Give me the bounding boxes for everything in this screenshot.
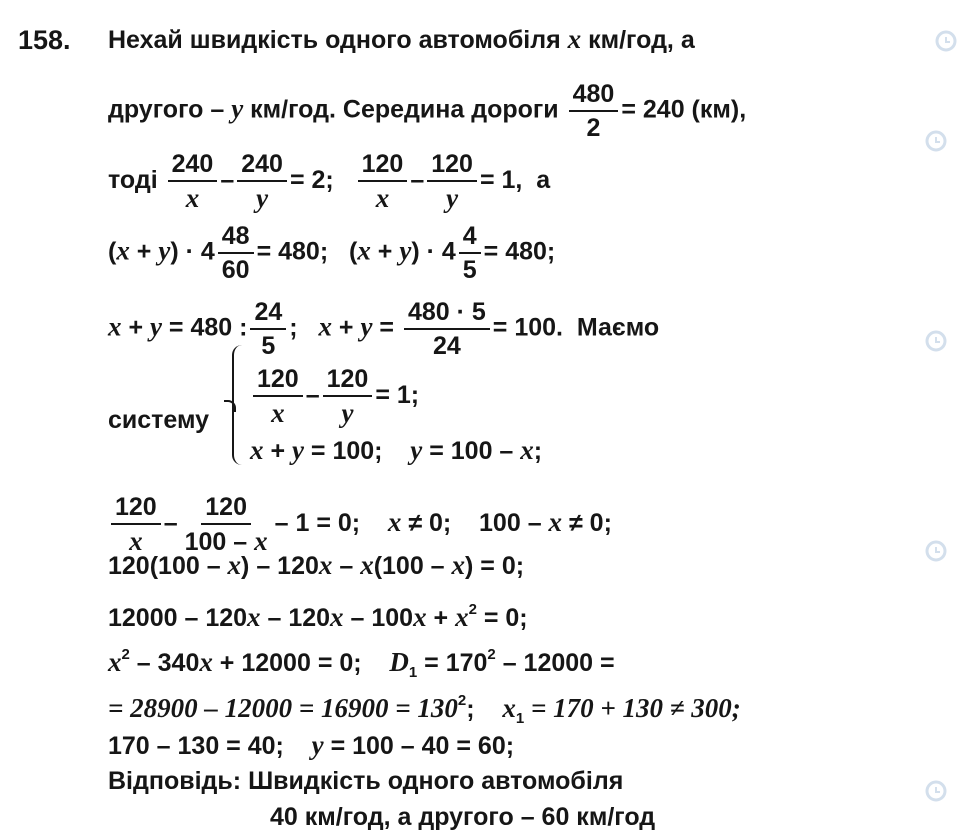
variable: y: [158, 235, 171, 266]
variable: = 28900 – 12000 = 16900 = 130: [108, 693, 458, 723]
variable: x: [185, 183, 200, 213]
text: = 240 (км),: [621, 95, 747, 124]
denominator: [459, 254, 481, 284]
watermark-logo-icon: [925, 330, 947, 352]
equation-line: [108, 595, 528, 633]
denominator: [252, 182, 272, 213]
variable: y: [360, 311, 373, 342]
text: +: [129, 237, 159, 266]
variable: y: [341, 398, 354, 428]
text: +: [263, 437, 292, 465]
variable: x: [360, 550, 374, 580]
variable: y: [256, 183, 269, 213]
exponent: 2: [457, 692, 467, 709]
text: = 480;: [483, 237, 556, 266]
text: 480: [572, 80, 615, 108]
answer-line: [108, 766, 623, 796]
watermark-logo-icon: [925, 780, 947, 802]
text: ) = 0;: [465, 552, 525, 580]
text: 2: [586, 114, 601, 142]
fraction: [250, 298, 286, 360]
denominator: [267, 397, 289, 428]
text: 40 км/год, а другого – 60 км/год: [270, 803, 656, 831]
text: = 480 :: [161, 313, 248, 342]
equation-line: [108, 24, 695, 55]
denominator: [429, 330, 465, 360]
variable: x: [413, 602, 427, 632]
fraction: [111, 493, 161, 556]
text: 24: [432, 332, 461, 360]
variable: y: [446, 183, 459, 213]
numerator: [358, 150, 408, 182]
text: = 100 – 40 = 60;: [323, 732, 515, 760]
text: –: [305, 381, 320, 410]
equation-line: [108, 730, 514, 761]
variable: y: [150, 311, 162, 342]
text: – 340: [129, 649, 200, 677]
text: систему: [108, 406, 210, 434]
numerator: [404, 298, 490, 330]
numerator: [168, 150, 218, 182]
text: км/год. Середина дороги: [243, 95, 566, 124]
fraction: [404, 298, 490, 360]
equation-line: [108, 150, 550, 213]
text: 120: [205, 493, 247, 521]
equation-line: [108, 493, 612, 556]
text: =: [372, 313, 401, 342]
variable: x: [318, 311, 332, 342]
denominator: [372, 182, 394, 213]
text: 240: [171, 150, 214, 178]
variable: x: [548, 507, 563, 538]
text: ≠ 0;: [562, 509, 612, 538]
exponent: 2: [487, 646, 496, 663]
text: 120: [431, 150, 473, 178]
text: 120: [326, 365, 369, 393]
text: +: [370, 237, 400, 266]
fraction: [569, 80, 619, 142]
fraction: [358, 150, 408, 213]
equation-line: [250, 365, 419, 428]
subscript: 1: [515, 710, 525, 727]
fraction: [168, 150, 218, 213]
variable: x: [520, 435, 534, 465]
variable: x: [318, 550, 333, 580]
variable: x: [129, 526, 143, 556]
text: ;: [289, 313, 319, 342]
variable: x: [357, 235, 371, 266]
variable: y: [292, 435, 304, 465]
equation-line: [108, 550, 524, 581]
watermark-logo-icon: [935, 30, 957, 52]
fraction: [181, 493, 272, 556]
equation-line: [108, 298, 659, 360]
fraction: [427, 150, 477, 213]
variable: x: [451, 550, 466, 580]
variable: x: [455, 602, 469, 632]
answer-line: [270, 802, 655, 832]
numerator: [201, 493, 251, 525]
text: ) – 120: [241, 552, 319, 580]
variable: x: [227, 550, 242, 580]
variable: x: [330, 602, 344, 632]
variable: y: [410, 435, 423, 465]
text: 120: [115, 493, 157, 521]
text: ) · 4: [411, 237, 456, 266]
text: 5: [462, 256, 477, 284]
numerator: [323, 365, 373, 397]
text: – 120: [260, 604, 331, 632]
text: = 100;: [303, 437, 411, 465]
text: 60: [221, 256, 250, 284]
variable: y: [399, 235, 412, 266]
problem-number: 158.: [18, 25, 71, 55]
text: = 170: [417, 649, 488, 677]
text: 480 · 5: [407, 298, 486, 326]
text: = 0;: [476, 604, 528, 632]
variable: y: [311, 730, 324, 760]
text: = 100. Маємо: [492, 313, 660, 342]
numerator: [253, 365, 303, 397]
numerator: [250, 298, 286, 330]
text: = 100 –: [422, 437, 521, 465]
exponent: 2: [121, 646, 130, 663]
text: – 12000 =: [495, 649, 615, 677]
text: (: [108, 237, 117, 266]
text: тоді: [108, 166, 165, 195]
text: 170 – 130 = 40;: [108, 732, 312, 760]
equation-line: [250, 435, 542, 466]
numerator: [237, 150, 287, 182]
text: + 12000 = 0;: [212, 649, 390, 677]
variable: D: [389, 647, 409, 677]
variable: = 170 + 130 ≠ 300;: [524, 693, 741, 723]
text: –: [410, 166, 425, 195]
variable: x: [247, 602, 261, 632]
text: 5: [261, 332, 276, 360]
denominator: [583, 112, 605, 142]
denominator: [218, 254, 254, 284]
variable: x: [567, 24, 582, 54]
text: – 100: [343, 604, 414, 632]
variable: y: [231, 93, 244, 124]
variable: x: [199, 647, 213, 677]
text: –: [332, 552, 361, 580]
text: +: [121, 313, 150, 342]
variable: x: [116, 235, 130, 266]
text: км/год, а: [581, 26, 695, 54]
variable: x: [254, 526, 268, 556]
denominator: [442, 182, 462, 213]
equation-line: [108, 686, 741, 734]
equation-line: [108, 80, 746, 142]
fraction: [459, 222, 481, 284]
text: –: [163, 509, 178, 538]
numerator: [459, 222, 481, 254]
text: ) · 4: [170, 237, 215, 266]
watermark-logo-icon: [925, 130, 947, 152]
variable: x: [387, 507, 402, 538]
numerator: [218, 222, 254, 254]
text: = 2;: [289, 166, 355, 195]
subscript: 1: [408, 664, 418, 681]
variable: x: [375, 183, 390, 213]
text: 240: [241, 150, 283, 178]
text: ≠ 0; 100 –: [401, 509, 549, 538]
text: ;: [533, 437, 543, 465]
text: 120: [257, 365, 299, 393]
denominator: [337, 397, 357, 428]
variable: x: [271, 398, 285, 428]
text: – 1 = 0;: [274, 509, 388, 538]
variable: x: [108, 647, 122, 677]
text: Нехай швидкість одного автомобіля: [108, 26, 568, 54]
denominator: [257, 330, 279, 360]
variable: x: [250, 435, 264, 465]
numerator: [569, 80, 619, 112]
text: 24: [254, 298, 283, 326]
text: 12000 – 120: [108, 604, 248, 632]
exponent: 2: [468, 601, 477, 618]
text: 120: [361, 150, 404, 178]
equation-line: [108, 640, 615, 688]
text: = 480; (: [256, 237, 358, 266]
system-brace: [232, 345, 248, 465]
text: 100 –: [184, 528, 255, 556]
variable: x: [502, 693, 516, 723]
watermark-logo-icon: [925, 540, 947, 562]
fraction: [237, 150, 287, 213]
text: Відповідь: Швидкість одного автомобіля: [108, 767, 624, 795]
fraction: [218, 222, 254, 284]
numerator: [111, 493, 161, 525]
text: другого –: [108, 95, 232, 124]
fraction: [323, 365, 373, 428]
text: = 1;: [375, 381, 420, 410]
equation-line: [108, 222, 555, 284]
numerator: [427, 150, 477, 182]
text: –: [220, 166, 235, 195]
equation-line: [108, 405, 209, 435]
text: +: [331, 313, 361, 342]
text: 48: [221, 222, 250, 250]
text: = 1, а: [479, 166, 551, 195]
fraction: [253, 365, 303, 428]
variable: x: [108, 311, 122, 342]
text: 120(100 –: [108, 552, 228, 580]
text: 4: [462, 222, 477, 250]
text: (100 –: [373, 552, 452, 580]
denominator: [182, 182, 204, 213]
text: ;: [466, 695, 503, 723]
text: +: [426, 604, 456, 632]
